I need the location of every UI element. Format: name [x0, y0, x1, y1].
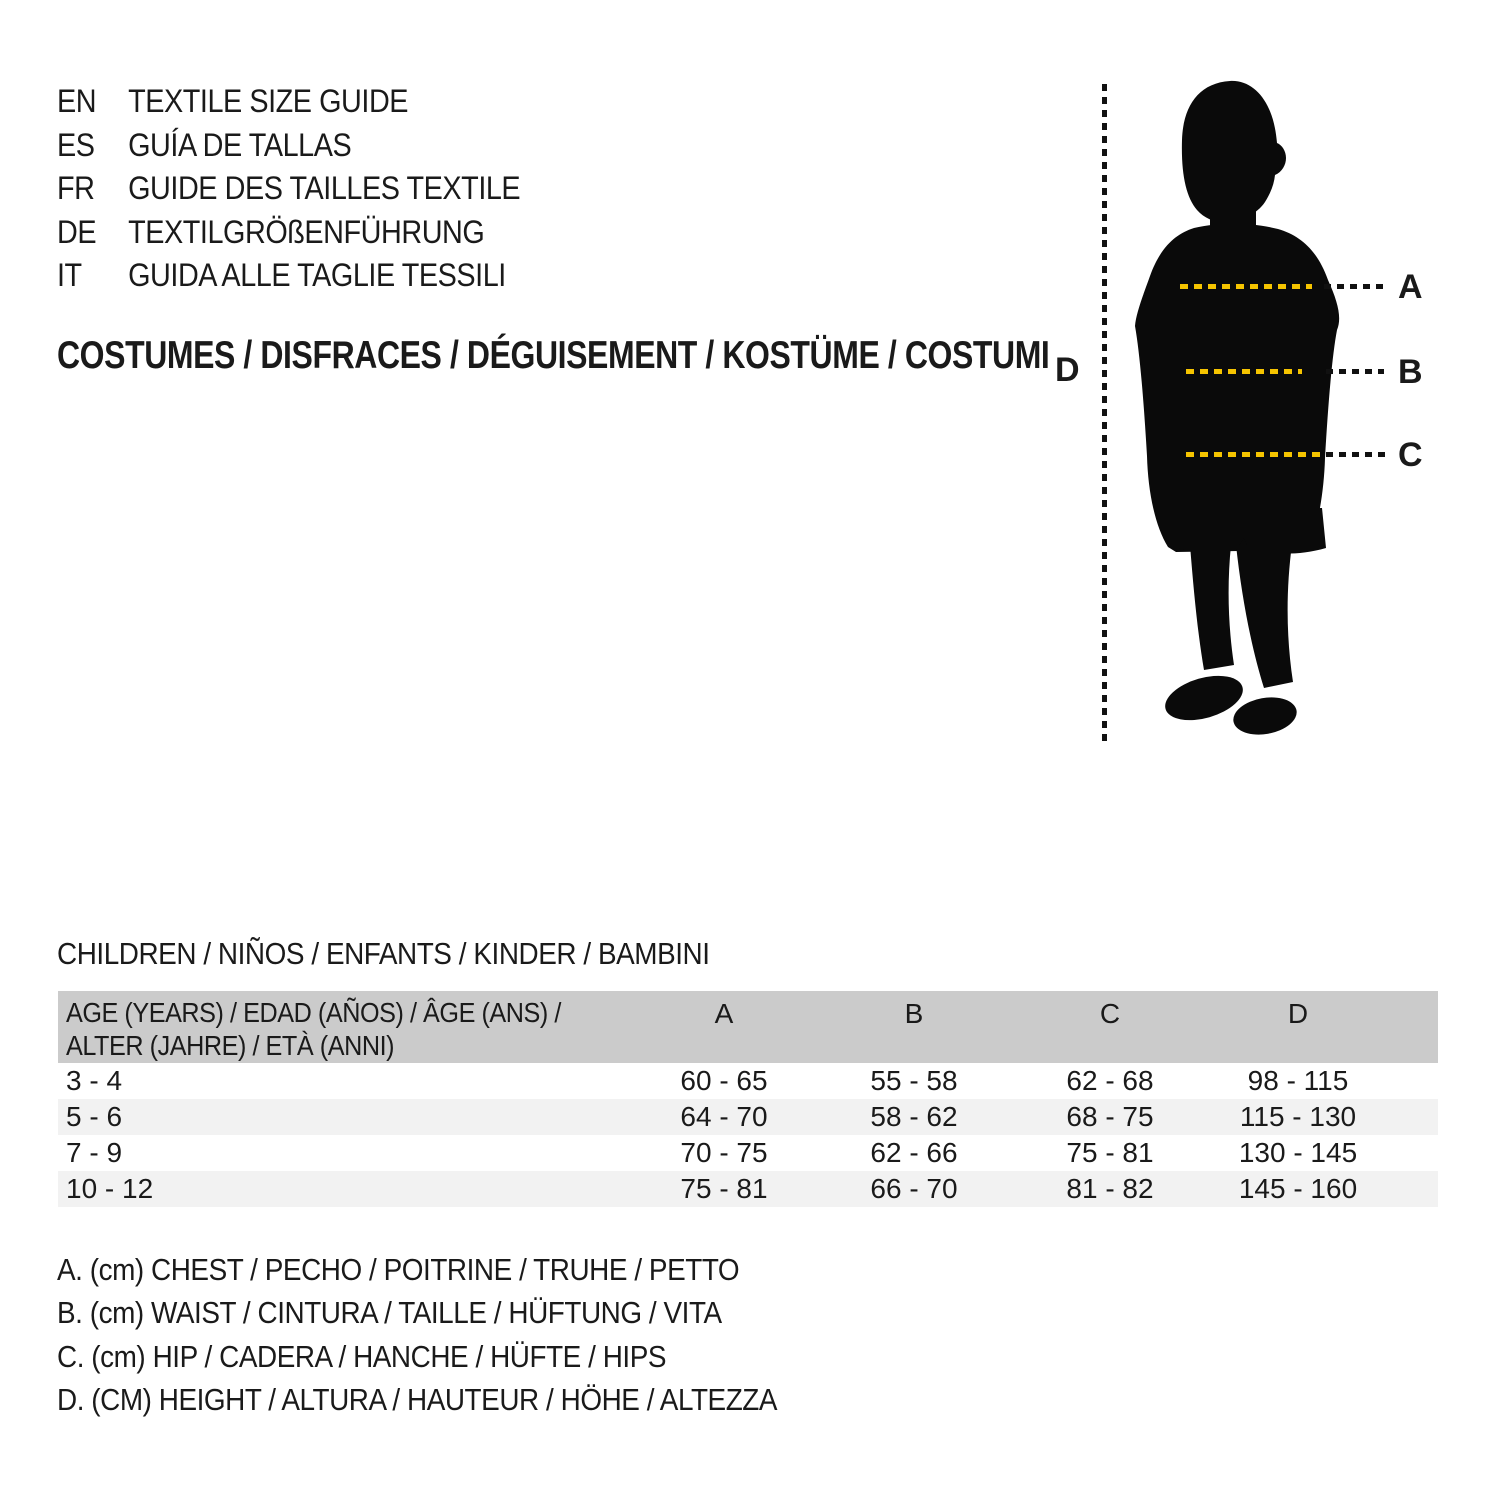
language-code: EN: [57, 83, 97, 120]
marker-a-label: A: [1398, 268, 1423, 306]
table-header-row: [58, 991, 1438, 1063]
table-row: [58, 1135, 1438, 1171]
waist-cell: 55 - 58: [870, 1065, 958, 1096]
legend-waist: B. (cm) WAIST / CINTURA / TAILLE / HÜFTUNG / VITA: [57, 1295, 722, 1331]
age-cell: 5 - 6: [66, 1101, 123, 1132]
hip-cell: 62 - 68: [1066, 1065, 1154, 1096]
language-row-it: [57, 254, 572, 298]
language-code: ES: [57, 126, 95, 163]
chest-measure-line: [1180, 284, 1312, 289]
language-code: DE: [57, 213, 97, 250]
language-title: GUIDE DES TAILLES TEXTILE: [128, 170, 521, 207]
waist-cell: 62 - 66: [870, 1137, 958, 1168]
language-row-fr: [57, 167, 572, 211]
language-index: [57, 80, 572, 298]
hip-cell: 75 - 81: [1066, 1137, 1154, 1168]
waist-leader-line: [1326, 369, 1384, 374]
column-header-b: B: [904, 998, 924, 1029]
column-header-a: A: [714, 998, 734, 1029]
legend-chest: A. (cm) CHEST / PECHO / POITRINE / TRUHE / PETTO: [57, 1251, 740, 1287]
chest-leader-line: [1324, 284, 1386, 289]
language-code: FR: [57, 170, 95, 207]
language-code: IT: [57, 257, 82, 294]
chest-cell: 64 - 70: [680, 1101, 768, 1132]
language-title: TEXTILE SIZE GUIDE: [128, 83, 409, 120]
age-column-header: AGE (YEARS) / EDAD (AÑOS) / ÂGE (ANS) / ALTER (JAHRE) / ETÀ (ANNI): [66, 997, 561, 1061]
language-row-es: [57, 124, 572, 168]
age-cell: 10 - 12: [66, 1173, 154, 1204]
category-title: COSTUMES / DISFRACES / DÉGUISEMENT / KOSTÜME / COSTUMI: [57, 334, 1050, 377]
hip-leader-line: [1326, 452, 1388, 457]
height-cell: 145 - 160: [1238, 1173, 1358, 1204]
height-dashed-line: [1102, 84, 1107, 743]
height-cell: 98 - 115: [1247, 1065, 1349, 1096]
children-size-table: [58, 991, 1438, 1207]
marker-d-label: D: [1055, 351, 1080, 389]
child-silhouette-figure: [1130, 80, 1375, 745]
table-row: [58, 1171, 1438, 1207]
language-title: GUIDA ALLE TAGLIE TESSILI: [128, 257, 506, 294]
waist-cell: 66 - 70: [870, 1173, 958, 1204]
table-row: [58, 1063, 1438, 1099]
hip-cell: 81 - 82: [1066, 1173, 1154, 1204]
chest-cell: 60 - 65: [680, 1065, 768, 1096]
marker-b-label: B: [1398, 353, 1423, 391]
height-cell: 130 - 145: [1238, 1137, 1358, 1168]
hip-cell: 68 - 75: [1066, 1101, 1154, 1132]
children-section-title: CHILDREN / NIÑOS / ENFANTS / KINDER / BAMBINI: [57, 936, 710, 971]
marker-c-label: C: [1398, 436, 1423, 474]
age-cell: 3 - 4: [66, 1065, 123, 1096]
chest-cell: 75 - 81: [680, 1173, 768, 1204]
waist-measure-line: [1186, 369, 1302, 374]
column-header-c: C: [1099, 998, 1121, 1029]
legend-height: D. (CM) HEIGHT / ALTURA / HAUTEUR / HÖHE / ALTEZZA: [57, 1382, 778, 1418]
height-cell: 115 - 130: [1239, 1101, 1357, 1132]
table-row: [58, 1099, 1438, 1135]
measurement-legend: [57, 1248, 857, 1422]
age-cell: 7 - 9: [66, 1137, 123, 1168]
hip-measure-line: [1186, 452, 1322, 457]
language-title: GUÍA DE TALLAS: [128, 126, 352, 163]
language-title: TEXTILGRÖßENFÜHRUNG: [128, 213, 485, 250]
language-row-en: [57, 80, 572, 124]
waist-cell: 58 - 62: [870, 1101, 958, 1132]
column-header-d: D: [1287, 998, 1309, 1029]
language-row-de: [57, 211, 572, 255]
legend-hip: C. (cm) HIP / CADERA / HANCHE / HÜFTE / HIPS: [57, 1338, 667, 1374]
chest-cell: 70 - 75: [680, 1137, 768, 1168]
